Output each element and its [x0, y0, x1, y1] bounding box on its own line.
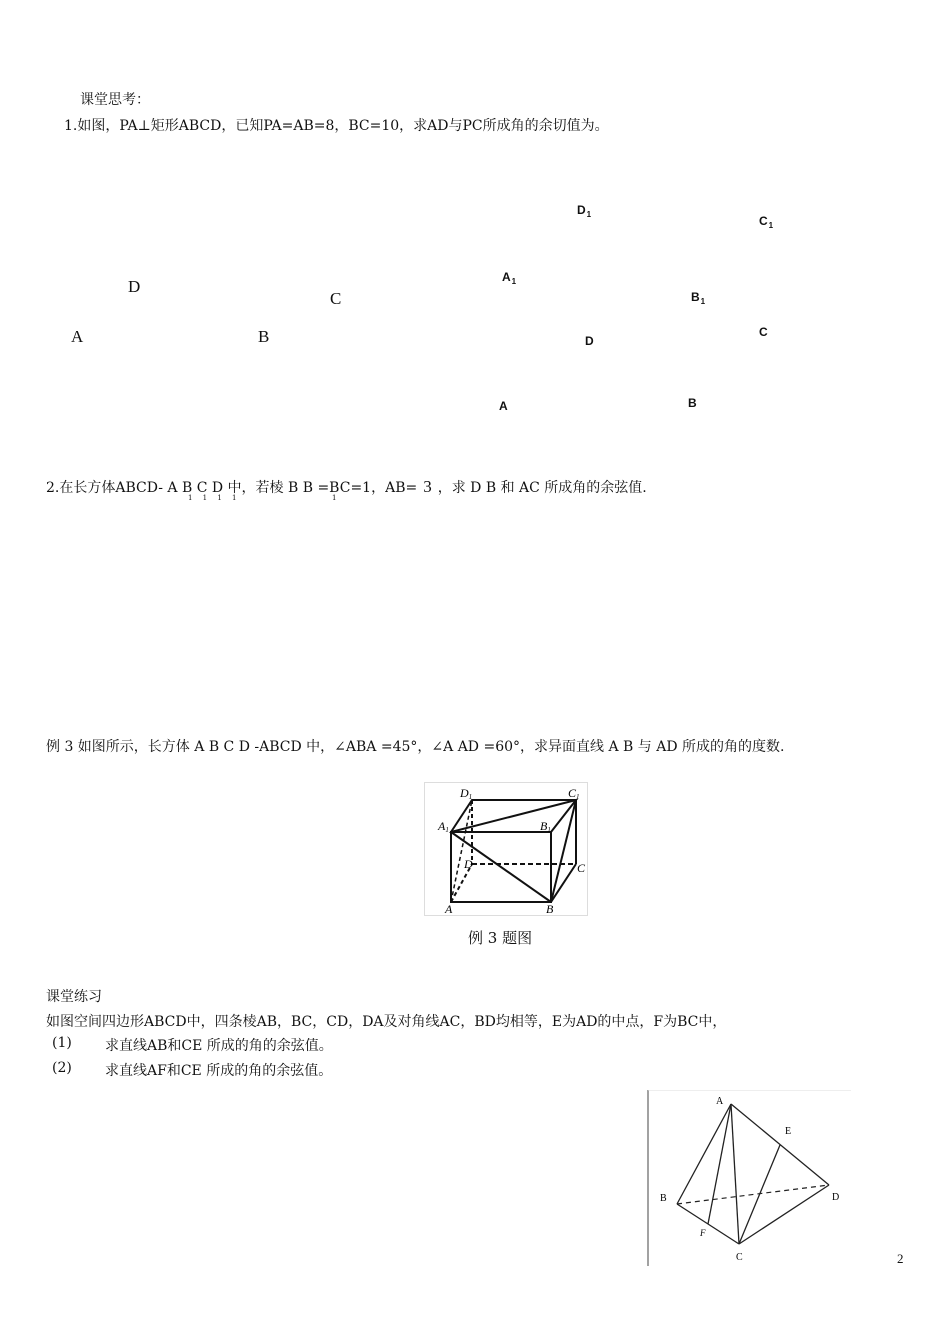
practice-item-2-number: (2) [52, 1060, 72, 1076]
segment-af [708, 1104, 731, 1224]
edge-bd-hidden [677, 1185, 829, 1204]
example-3-caption: 例 3 题图 [468, 929, 533, 947]
fig3-label-c: C [577, 861, 586, 875]
cube-label-a1: $A_1$ [502, 270, 517, 286]
tetra-label-b: B [660, 1193, 667, 1204]
tetra-label-f: F [700, 1228, 706, 1238]
page-number: 2 [897, 1251, 904, 1266]
cube-label-c1: $C_1$ [759, 214, 774, 230]
tetra-label-d: D [832, 1192, 840, 1203]
section-heading-thinking: 课堂思考： [80, 92, 150, 108]
edge-ad [731, 1104, 829, 1185]
cube-label-d1: $D_1$ [577, 203, 592, 219]
example-3-text: 例 3 如图所示，长方体 A B C D -ABCD 中，∠ABA =45°，∠A AD =60°，求异面直线 A B 与 AD 所成的角的度数. [46, 739, 785, 755]
cube-label-b1: $B_1$ [691, 290, 706, 306]
question-2-subscript-b1: 1 [332, 494, 341, 502]
tetra-label-c: C [736, 1252, 743, 1263]
practice-item-1: 求直线AB和CE 所成的角的余弦值。 [105, 1038, 333, 1054]
rect-label-c: C [330, 289, 342, 308]
practice-item-1-number: (1) [52, 1035, 72, 1051]
segment-ce [739, 1145, 780, 1244]
rect-label-b: B [258, 327, 270, 346]
edge-cd [739, 1185, 829, 1244]
question-2: 2.在长方体ABCD- A B C D 中，若棱 B B =BC=1，AB= 3 ，求 D B 和 AC 所成角的余弦值. [46, 477, 647, 496]
fig3-label-d: D [464, 857, 473, 871]
practice-item-2: 求直线AF和CE 所成的角的余弦值。 [105, 1063, 333, 1079]
practice-stem: 如图空间四边形ABCD中，四条棱AB，BC，CD，DA及对角线AC，BD均相等，E为AD的中点，F为BC中， [46, 1014, 727, 1030]
cube-label-d: D [585, 334, 594, 348]
fig3-label-b1: B1 [540, 819, 551, 834]
practice-heading: 课堂练习 [46, 989, 102, 1005]
rect-label-a: A [71, 327, 84, 346]
rect-label-d: D [128, 277, 141, 296]
edge-ac [731, 1104, 739, 1244]
fig3-label-a: A [445, 902, 453, 916]
edge-ab [677, 1104, 731, 1204]
fig3-label-d1: D1 [460, 786, 473, 801]
fig3-label-b: B [546, 902, 554, 916]
fig3-label-a1: A1 [438, 819, 449, 834]
cube-label-b: B [688, 396, 697, 410]
example-3-figure [424, 782, 588, 916]
tetrahedron-figure [647, 1090, 851, 1266]
cube-label-a: A [499, 399, 508, 413]
question-1: 1.如图，PA⊥矩形ABCD，已知PA=AB=8，BC=10，求AD与PC所成角的余切值为。 [64, 118, 609, 134]
tetra-label-e: E [785, 1126, 792, 1137]
fig3-label-c1: C1 [568, 786, 580, 801]
question-2-subscripts: 1 1 1 1 [188, 494, 241, 502]
cube-label-c: C [759, 325, 768, 339]
tetra-label-a: A [716, 1096, 724, 1107]
